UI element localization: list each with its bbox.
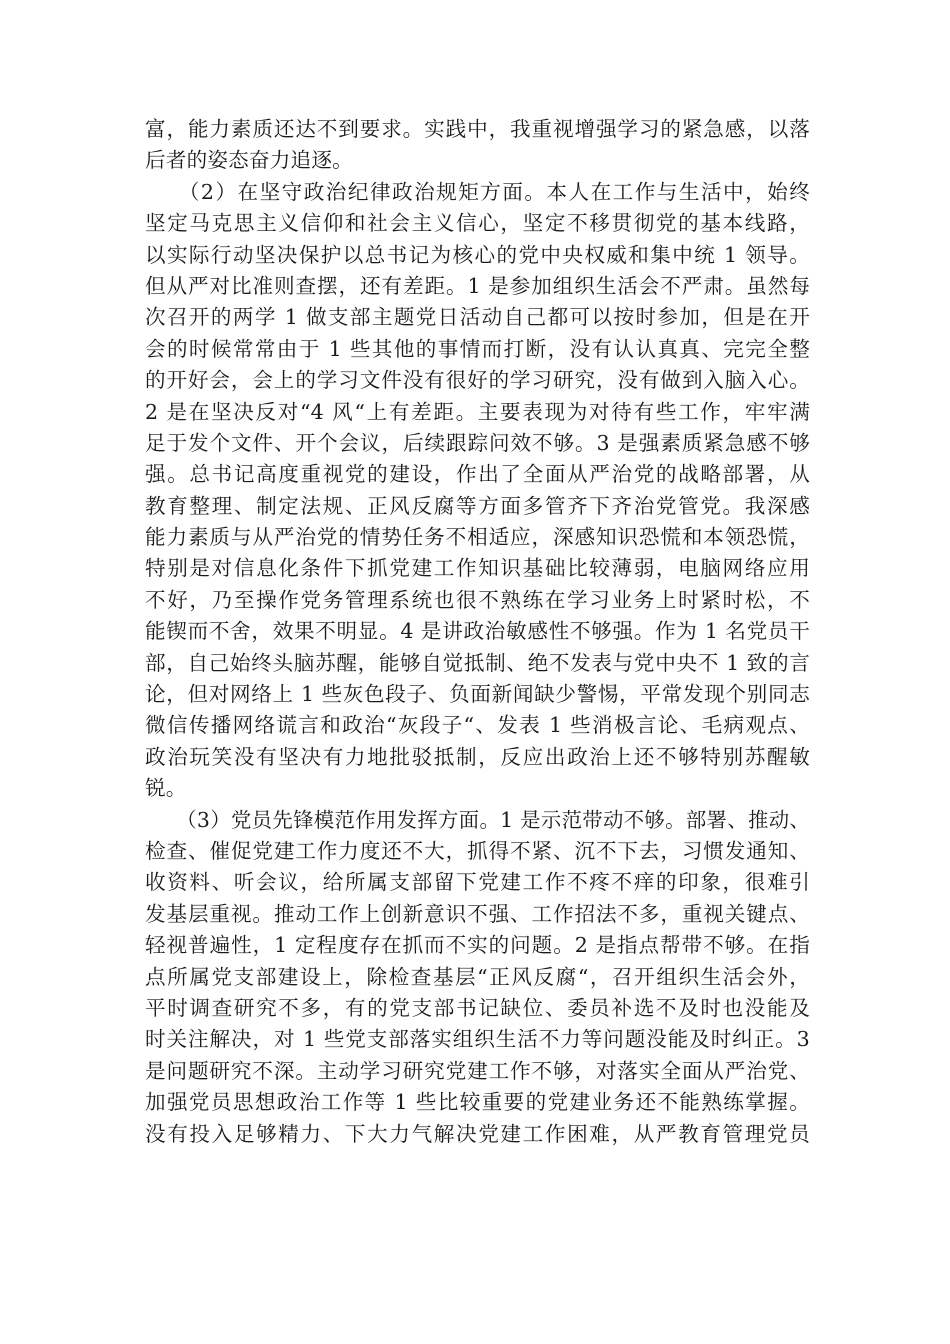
text-line: 能锲而不舍，效果不明显。4 是讲政治敏感性不够强。作为 1 名党员干 [145,619,810,644]
text-line: 教育整理、制定法规、正风反腐等方面多管齐下齐治党管党。我深感 [145,493,810,518]
text-line: 特别是对信息化条件下抓党建工作知识基础比较薄弱，电脑网络应用 [145,556,810,581]
text-line: 不好，乃至操作党务管理系统也很不熟练在学习业务上时紧时松，不 [145,587,810,612]
text-line: 锐。 [145,776,187,801]
text-line: 没有投入足够精力、下大力气解决党建工作困难，从严教育管理党员 [145,1121,810,1146]
text-line: 能力素质与从严治党的情势任务不相适应，深感知识恐慌和本领恐慌， [145,525,810,550]
text-line: （3）党员先锋模范作用发挥方面。1 是示范带动不够。部署、推动、 [145,807,810,832]
text-line: （2）在坚守政治纪律政治规矩方面。本人在工作与生活中，始终 [145,179,810,204]
text-line: 以实际行动坚决保护以总书记为核心的党中央权威和集中统 1 领导。 [145,242,810,267]
text-line: 是问题研究不深。主动学习研究党建工作不够，对落实全面从严治党、 [145,1058,810,1083]
text-line: 坚定马克思主义信仰和社会主义信心，坚定不移贯彻党的基本线路， [145,211,810,236]
text-line: 次召开的两学 1 做支部主题党日活动自己都可以按时参加，但是在开 [145,305,810,330]
text-line: 收资料、听会议，给所属支部留下党建工作不疼不痒的印象，很难引 [145,870,810,895]
text-line: 强。总书记高度重视党的建设，作出了全面从严治党的战略部署，从 [145,462,810,487]
text-line: 微信传播网络谎言和政治“灰段子“、发表 1 些消极言论、毛病观点、 [145,713,810,738]
document-body [145,114,810,1150]
text-line: 论，但对网络上 1 些灰色段子、负面新闻缺少警惕，平常发现个别同志 [145,682,810,707]
text-line: 2 是在坚决反对“4 风“上有差距。主要表现为对待有些工作，牢牢满 [145,399,810,424]
text-line: 会的时候常常由于 1 些其他的事情而打断，没有认认真真、完完全整 [145,336,810,361]
text-line: 时关注解决，对 1 些党支部落实组织生活不力等问题没能及时纠正。3 [145,1027,810,1052]
text-line: 发基层重视。推动工作上创新意识不强、工作招法不多，重视关键点、 [145,901,810,926]
text-line: 平时调查研究不多，有的党支部书记缺位、委员补选不及时也没能及 [145,995,810,1020]
text-line: 政治玩笑没有坚决有力地批驳抵制，反应出政治上还不够特别苏醒敏 [145,744,810,769]
text-line: 部，自己始终头脑苏醒，能够自觉抵制、绝不发表与党中央不 1 致的言 [145,650,810,675]
text-line: 的开好会，会上的学习文件没有很好的学习研究，没有做到入脑入心。 [145,368,810,393]
text-line: 后者的姿态奋力追逐。 [145,148,353,173]
text-line: 检查、催促党建工作力度还不大，抓得不紧、沉不下去，习惯发通知、 [145,838,810,863]
text-line: 足于发个文件、开个会议，后续跟踪问效不够。3 是强素质紧急感不够 [145,430,810,455]
text-line: 加强党员思想政治工作等 1 些比较重要的党建业务还不能熟练掌握。 [145,1090,810,1115]
text-line: 但从严对比准则查摆，还有差距。1 是参加组织生活会不严肃。虽然每 [145,273,810,298]
text-line: 轻视普遍性，1 定程度存在抓而不实的问题。2 是指点帮带不够。在指 [145,933,810,958]
text-line: 富，能力素质还达不到要求。实践中，我重视增强学习的紧急感，以落 [145,117,810,141]
text-line: 点所属党支部建设上，除检查基层“正风反腐“，召开组织生活会外， [145,964,810,989]
